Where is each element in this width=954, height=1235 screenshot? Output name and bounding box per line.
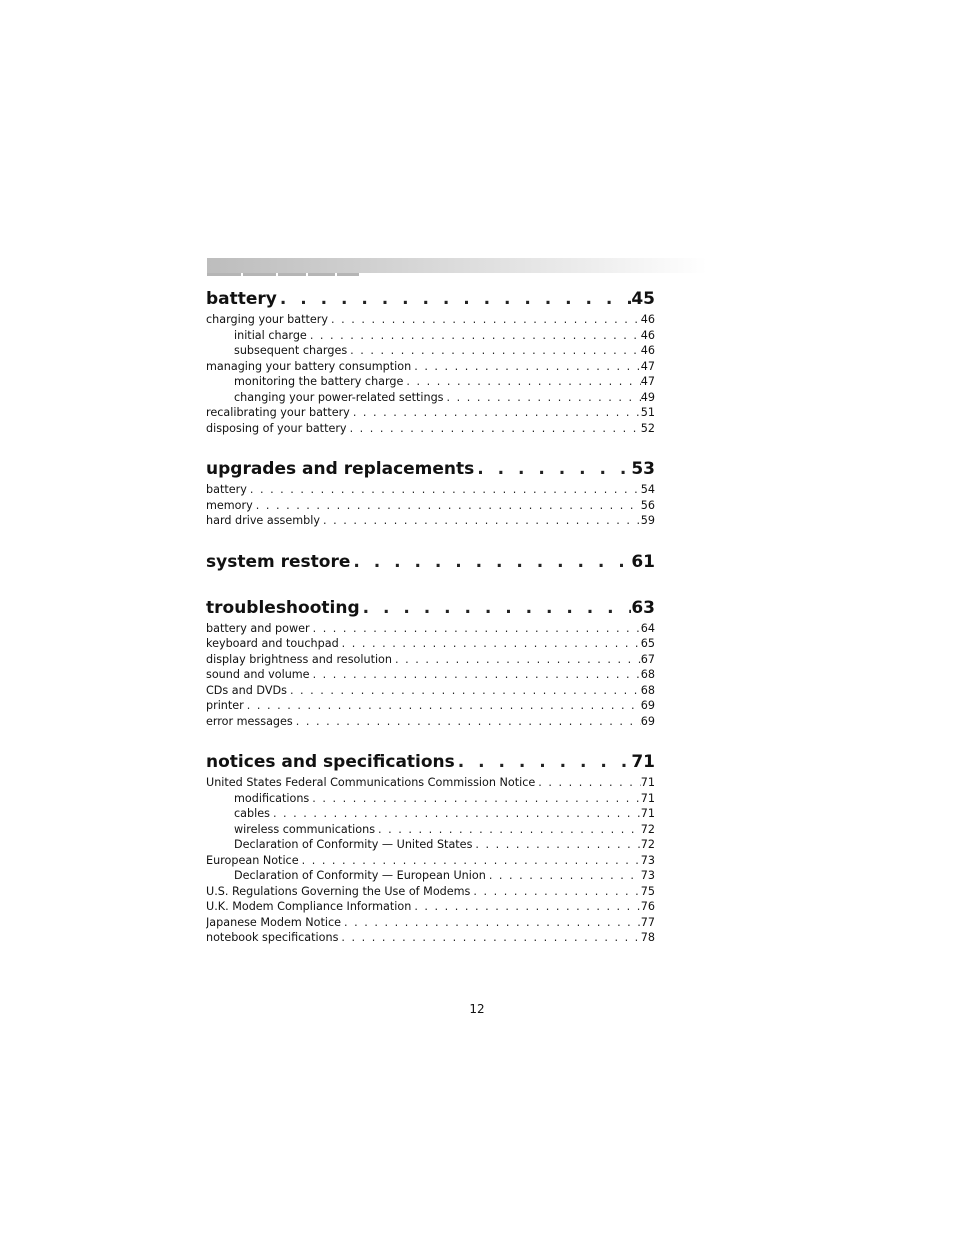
entry-label: keyboard and touchpad: [206, 637, 339, 650]
dot-leader: [253, 498, 641, 514]
entry-page-number: 78: [640, 931, 655, 944]
entry-page-number: 77: [640, 915, 655, 929]
section-page-number: 63: [631, 597, 655, 618]
entry-label: European Notice: [206, 853, 299, 867]
dot-leader: [247, 482, 641, 498]
dot-leader: [270, 806, 641, 822]
entry-label: charging your battery: [206, 313, 329, 326]
entry-page-number: 69: [640, 714, 655, 728]
entry-label: wireless communications: [234, 822, 376, 836]
toc-entry[interactable]: [206, 498, 655, 514]
dot-leader: [328, 312, 641, 328]
section-heading[interactable]: [206, 595, 655, 621]
entry-page-number: 46: [640, 344, 655, 357]
toc-entry[interactable]: [206, 683, 655, 699]
entry-label: display brightness and resolution: [206, 652, 392, 666]
section-heading[interactable]: [206, 456, 655, 482]
entry-page-number: 49: [640, 390, 655, 404]
dot-leader: [347, 421, 641, 437]
entry-page-number: 64: [640, 621, 655, 635]
dot-leader: [360, 595, 632, 621]
page-number: 12: [469, 1002, 485, 1016]
header-tick: [278, 273, 306, 276]
entry-label: notebook specifications: [206, 931, 339, 944]
toc-subentry[interactable]: [206, 390, 655, 406]
entry-label: error messages: [206, 714, 293, 728]
entry-page-number: 68: [640, 683, 655, 697]
toc-entry[interactable]: [206, 636, 655, 652]
entry-label: CDs and DVDs: [206, 683, 287, 697]
toc-subentry[interactable]: [206, 837, 655, 853]
dot-leader: [375, 822, 641, 838]
entry-page-number: 56: [640, 498, 655, 512]
dot-leader: [411, 359, 641, 375]
entry-page-number: 46: [640, 328, 655, 342]
entry-page-number: 72: [640, 838, 655, 851]
entry-label: changing your power-related settings: [234, 390, 444, 404]
dot-leader: [293, 714, 641, 730]
header-tick: [243, 273, 276, 276]
entry-label: modifications: [234, 791, 310, 805]
toc-section: [206, 595, 655, 730]
toc-subentry[interactable]: [206, 343, 655, 359]
toc-entry[interactable]: [206, 884, 655, 900]
entry-page-number: 72: [640, 822, 655, 836]
dot-leader: [341, 915, 641, 931]
toc-subentry[interactable]: [206, 806, 655, 822]
dot-leader: [403, 374, 640, 390]
section-heading[interactable]: [206, 749, 655, 775]
toc-entry[interactable]: [206, 421, 655, 437]
toc-subentry[interactable]: [206, 328, 655, 344]
toc-subentry[interactable]: [206, 791, 655, 807]
dot-leader: [287, 683, 641, 699]
section-page-number: 61: [631, 551, 655, 572]
entry-page-number: 69: [640, 699, 655, 712]
entry-label: Declaration of Conformity — United States: [234, 838, 473, 851]
entry-label: U.K. Modem Compliance Information: [206, 900, 412, 913]
dot-leader: [338, 930, 640, 946]
toc-section: [206, 286, 655, 436]
toc-entry[interactable]: [206, 899, 655, 915]
dot-leader: [299, 853, 641, 869]
entry-label: memory: [206, 498, 253, 512]
toc-subentry[interactable]: [206, 868, 655, 884]
entry-label: battery and power: [206, 621, 310, 635]
entry-label: Declaration of Conformity — European Union: [234, 869, 486, 882]
entry-label: hard drive assembly: [206, 514, 320, 527]
entry-page-number: 71: [640, 807, 655, 820]
entry-page-number: 73: [640, 869, 655, 882]
toc-entry[interactable]: [206, 714, 655, 730]
entry-page-number: 47: [640, 375, 655, 388]
entry-page-number: 68: [640, 668, 655, 681]
section-title: system restore: [206, 551, 351, 572]
toc-entry[interactable]: [206, 652, 655, 668]
dot-leader: [347, 343, 641, 359]
section-heading[interactable]: [206, 286, 655, 312]
entry-page-number: 47: [640, 359, 655, 373]
dot-leader: [486, 868, 641, 884]
dot-leader: [474, 456, 631, 482]
section-page-number: 53: [631, 459, 655, 479]
toc-entry[interactable]: [206, 482, 655, 498]
entry-page-number: 73: [640, 853, 655, 867]
entry-label: initial charge: [234, 328, 307, 342]
entry-label: managing your battery consumption: [206, 359, 412, 373]
entry-label: monitoring the battery charge: [234, 375, 404, 388]
dot-leader: [411, 899, 640, 915]
dot-leader: [472, 837, 640, 853]
header-tick: [308, 273, 335, 276]
toc-section: [206, 456, 655, 529]
entry-page-number: 46: [640, 313, 655, 326]
entry-label: printer: [206, 699, 244, 712]
dot-leader: [470, 884, 640, 900]
dot-leader: [350, 405, 641, 421]
dot-leader: [244, 698, 641, 714]
toc-entry[interactable]: [206, 405, 655, 421]
section-heading[interactable]: [206, 549, 655, 575]
section-title: notices and specifications: [206, 752, 455, 772]
entry-label: U.S. Regulations Governing the Use of Modems: [206, 884, 471, 898]
entry-page-number: 71: [640, 776, 655, 789]
entry-label: disposing of your battery: [206, 421, 347, 435]
section-title: battery: [206, 289, 277, 309]
toc-section: [206, 549, 655, 575]
section-page-number: 71: [631, 752, 655, 772]
toc-section: [206, 749, 655, 946]
section-title: upgrades and replacements: [206, 459, 475, 479]
toc-entry[interactable]: [206, 775, 655, 791]
dot-leader: [535, 775, 641, 791]
header-tick-marks: [207, 273, 361, 277]
dot-leader: [277, 286, 631, 312]
toc-entry[interactable]: [206, 621, 655, 637]
entry-page-number: 67: [640, 652, 655, 666]
dot-leader: [310, 667, 641, 683]
dot-leader: [307, 328, 641, 344]
dot-leader: [444, 390, 641, 406]
toc-entry[interactable]: [206, 312, 655, 328]
entry-page-number: 75: [640, 884, 655, 898]
toc-entry[interactable]: [206, 853, 655, 869]
entry-label: subsequent charges: [234, 344, 348, 357]
dot-leader: [339, 636, 641, 652]
dot-leader: [455, 749, 632, 775]
toc-entry[interactable]: [206, 359, 655, 375]
entry-page-number: 51: [640, 406, 655, 419]
entry-page-number: 65: [640, 637, 655, 650]
entry-label: sound and volume: [206, 668, 310, 681]
entry-label: battery: [206, 483, 247, 496]
header-tick: [207, 273, 241, 276]
entry-page-number: 54: [640, 483, 655, 496]
header-gradient-bar: [207, 258, 707, 273]
section-page-number: 45: [631, 289, 655, 309]
toc-entry[interactable]: [206, 930, 655, 946]
toc-entry[interactable]: [206, 915, 655, 931]
dot-leader: [309, 791, 640, 807]
entry-label: cables: [234, 807, 270, 820]
entry-page-number: 59: [640, 514, 655, 527]
dot-leader: [350, 549, 631, 575]
header-tick: [337, 273, 359, 276]
toc-entry[interactable]: [206, 667, 655, 683]
toc-subentry[interactable]: [206, 822, 655, 838]
dot-leader: [310, 621, 641, 637]
entry-page-number: 71: [640, 791, 655, 805]
dot-leader: [392, 652, 641, 668]
entry-label: recalibrating your battery: [206, 406, 350, 419]
entry-label: Japanese Modem Notice: [206, 915, 342, 929]
dot-leader: [320, 513, 641, 529]
table-of-contents: [206, 286, 655, 946]
toc-subentry[interactable]: [206, 374, 655, 390]
toc-entry[interactable]: [206, 698, 655, 714]
entry-page-number: 76: [640, 900, 655, 913]
toc-entry[interactable]: [206, 513, 655, 529]
entry-label: United States Federal Communications Commission Notice: [206, 776, 536, 789]
entry-page-number: 52: [640, 421, 655, 435]
section-title: troubleshooting: [206, 597, 360, 618]
